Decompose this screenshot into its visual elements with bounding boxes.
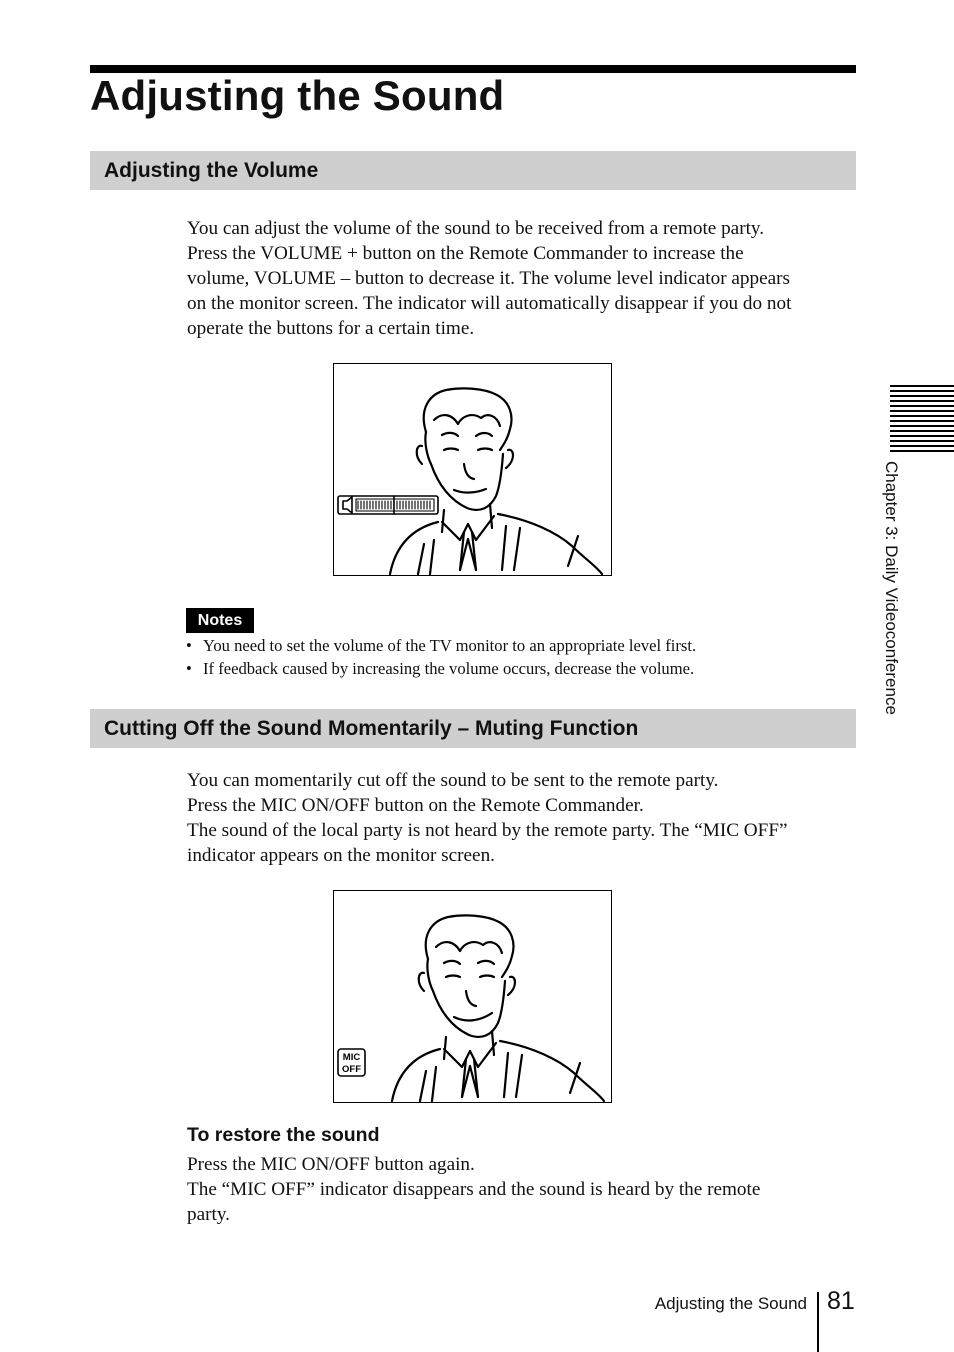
footer-section-title: Adjusting the Sound [654, 1294, 807, 1313]
paragraph-line: party. [187, 1204, 230, 1225]
chapter-tab-stripes [890, 385, 954, 453]
paragraph-line: You can momentarily cut off the sound to be sent to the remote party. [187, 770, 719, 791]
mic-off-indicator [338, 1049, 365, 1076]
restore-paragraph [187, 1152, 859, 1227]
paragraph-line: The “MIC OFF” indicator disappears and the sound is heard by the remote [187, 1179, 761, 1200]
paragraph-line: The sound of the local party is not heard by the remote party. The “MIC OFF” [187, 820, 788, 841]
volume-monitor-illustration [333, 363, 612, 576]
section-heading-muting-text: Cutting Off the Sound Momentarily – Muting Function [104, 717, 639, 740]
notes-list [186, 634, 696, 680]
volume-paragraph [187, 216, 859, 341]
paragraph-line: on the monitor screen. The indicator will automatically disappear if you do not [187, 293, 792, 314]
person-illustration [392, 915, 604, 1101]
person-illustration [390, 388, 602, 574]
paragraph-line: Press the MIC ON/OFF button again. [187, 1154, 475, 1175]
section-heading-volume [90, 151, 856, 190]
mic-off-label-line1: MIC [342, 1052, 361, 1063]
paragraph-line: Press the VOLUME + button on the Remote Commander to increase the [187, 243, 744, 264]
muting-paragraph [187, 768, 859, 868]
page-number: 81 [827, 1287, 855, 1315]
page-title: Adjusting the Sound [90, 72, 505, 119]
section-heading-volume-text: Adjusting the Volume [104, 159, 319, 182]
chapter-label: Chapter 3: Daily Videoconference [882, 461, 901, 715]
paragraph-line: You can adjust the volume of the sound to be received from a remote party. [187, 218, 765, 239]
footer-divider [817, 1292, 819, 1352]
paragraph-line: volume, VOLUME – button to decrease it. The volume level indicator appears [187, 268, 791, 289]
paragraph-line: indicator appears on the monitor screen. [187, 845, 495, 866]
restore-subheading: To restore the sound [187, 1124, 380, 1146]
list-item: • You need to set the volume of the TV monitor to an appropriate level first. [186, 634, 696, 657]
paragraph-line: Press the MIC ON/OFF button on the Remote Commander. [187, 795, 644, 816]
list-item: • If feedback caused by increasing the volume occurs, decrease the volume. [186, 657, 696, 680]
mic-off-monitor-illustration [333, 890, 612, 1103]
notes-badge: Notes [186, 608, 254, 633]
volume-level-bar [356, 496, 434, 514]
mic-off-label-line2: OFF [342, 1064, 361, 1075]
section-heading-muting [90, 709, 856, 748]
paragraph-line: operate the buttons for a certain time. [187, 318, 475, 339]
